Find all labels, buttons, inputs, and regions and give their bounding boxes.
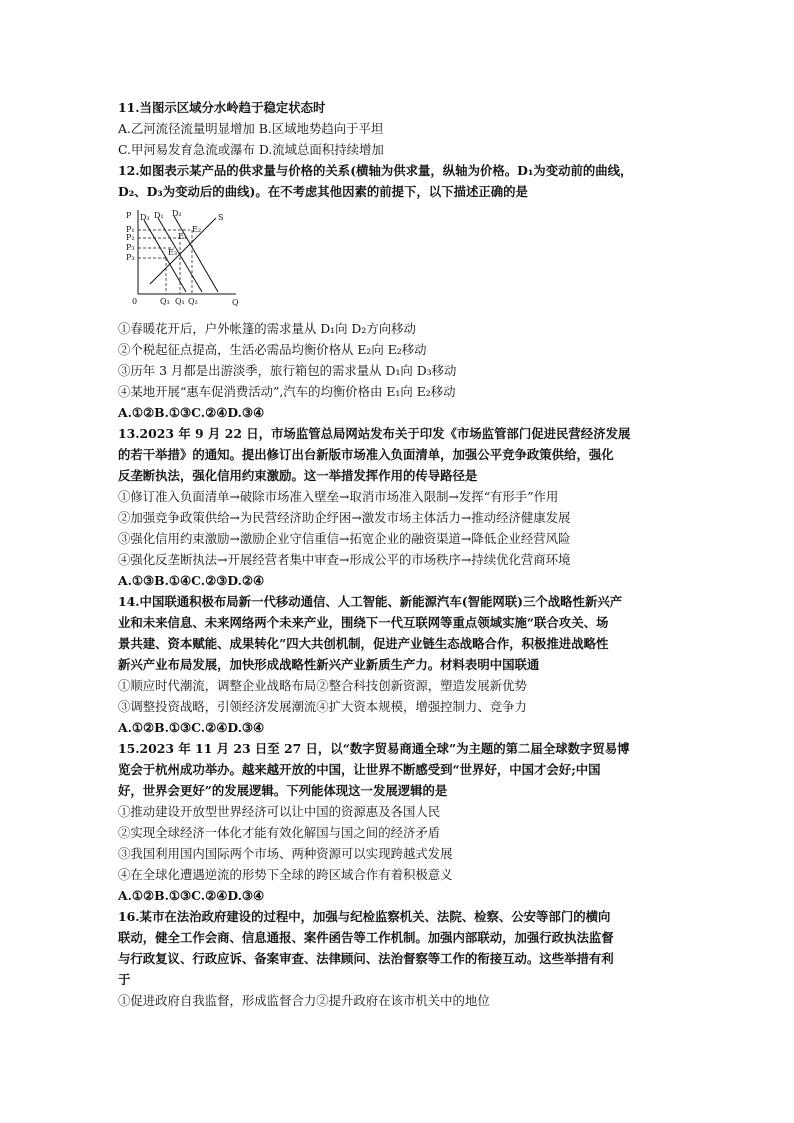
text-line: 反垄断执法，强化信用约束激励。这一举措发挥作用的传导路径是	[118, 468, 478, 483]
e3-label: E₃	[168, 248, 178, 257]
e2-label: E₂	[192, 225, 202, 234]
d2-label: D₂	[172, 209, 182, 218]
p1-label: P₁	[126, 225, 135, 234]
text-line: A.①②B.①③C.②④D.③④	[118, 720, 265, 735]
text-line: 景共建、资本赋能、成果转化”四大共创机制，促进产业链生态战略合作，积极推进战略性	[118, 636, 609, 651]
text-line: ①顺应时代潮流，调整企业战略布局②整合科技创新资源，塑造发展新优势	[118, 678, 527, 693]
text-line: 业和未来信息、未来网络两个未来产业，围绕下一代互联网等重点领域实施“联合攻关、场	[118, 615, 609, 630]
text-line: D₂、D₃为变动后的曲线)。在不考虑其他因素的前提下，以下描述正确的是	[118, 184, 528, 199]
text-line: ④某地开展“惠车促消费活动”,汽车的均衡价格由 E₁向 E₂移动	[118, 384, 456, 399]
q2-label: Q₂	[188, 297, 198, 306]
origin-label: 0	[132, 297, 138, 306]
text-line: ②个税起征点提高，生活必需品均衡价格从 E₂向 E₂移动	[118, 342, 427, 357]
text-line: ②实现全球经济一体化才能有效化解国与国之间的经济矛盾	[118, 825, 441, 840]
text-line: A.乙河流径流量明显增加 B.区域地势趋向于平坦	[118, 121, 384, 136]
e1-label: E₁	[178, 232, 188, 241]
axis-q-label: Q	[232, 298, 239, 307]
text-line: 联动，健全工作会商、信息通报、案件函告等工作机制。加强内部联动，加强行政执法监督	[118, 930, 614, 945]
text-line: 15.2023 年 11 月 23 日至 27 日，以“数字贸易商通全球”为主题的第二届全球数字贸易博	[118, 741, 630, 756]
text-line: 新兴产业布局发展，加快形成战略性新兴产业新质生产力。材料表明中国联通	[118, 657, 540, 672]
axis-p-label: P	[126, 211, 132, 220]
supply-demand-figure	[124, 208, 254, 308]
text-line: ①春暖花开后，户外帐篷的需求量从 D₁向 D₂方向移动	[118, 321, 416, 336]
text-line: 好，世界会更好”的发展逻辑。下列能体现这一发展逻辑的是	[118, 783, 448, 798]
s-label: S	[218, 213, 224, 222]
text-line: 与行政复议、行政应诉、备案审查、法律顾问、法治督察等工作的衔接互动。这些举措有利	[118, 951, 614, 966]
text-line: ①修订准入负面清单→破除市场准入壁垒→取消市场准入限制→发挥“有形手”作用	[118, 489, 559, 504]
text-line: 12.如图表示某产品的供求量与价格的关系(横轴为供求量，纵轴为价格。D₁为变动前的曲线，	[118, 163, 633, 178]
p4-label: P₃	[126, 253, 135, 262]
text-line: ①促进政府自我监督，形成监督合力②提升政府在该市机关中的地位	[118, 993, 490, 1008]
text-line: ③我国利用国内国际两个市场、两种资源可以实现跨越式发展	[118, 846, 453, 861]
text-line: 16.某市在法治政府建设的过程中，加强与纪检监察机关、法院、检察、公安等部门的横向	[118, 909, 611, 924]
text-line: ②加强竞争政策供给→为民营经济助企纾困→激发市场主体活力→推动经济健康发展	[118, 510, 571, 525]
question-block-bottom	[118, 318, 678, 1011]
text-line: A.①②B.①③C.②④D.③④	[118, 888, 265, 903]
supply-demand-graph	[124, 208, 254, 308]
text-line: 览会于杭州成功举办。越来越开放的中国，让世界不断感受到“世界好，中国才会好;中国	[118, 762, 601, 777]
text-line: 13.2023 年 9 月 22 日，市场监管总局网站发布关于印发《市场监管部门促进民营经济发展	[118, 426, 631, 441]
text-line: 11.当图示区域分水岭趋于稳定状态时	[118, 100, 326, 115]
p2-label: P₂	[126, 233, 135, 242]
text-line: A.①③B.①④C.②③D.②④	[118, 573, 265, 588]
supply-curve-s	[150, 218, 216, 284]
q3-label: Q₃	[160, 297, 170, 306]
demand-curve-d3	[144, 220, 186, 292]
text-line: C.甲河易发育急流或瀑布 D.流域总面积持续增加	[118, 142, 384, 157]
text-line: ③历年 3 月都是出游淡季，旅行箱包的需求量从 D₁向 D₃移动	[118, 363, 457, 378]
text-line: ④在全球化遭遇逆流的形势下全球的跨区域合作有着积极意义	[118, 867, 453, 882]
p3-label: P₃	[126, 243, 135, 252]
text-line: 的若干举措》的通知。提出修订出台新版市场准入负面清单，加强公平竞争政策供给，强化	[118, 447, 614, 462]
text-line: A.①②B.①③C.②④D.③④	[118, 405, 265, 420]
text-line: 14.中国联通积极布局新一代移动通信、人工智能、新能源汽车(智能网联)三个战略性新兴产	[118, 594, 623, 609]
q1-label: Q₁	[175, 297, 185, 306]
d3-label: D₃	[140, 213, 150, 222]
text-line: ③调整投资战略，引领经济发展潮流④扩大资本规模，增强控制力、竞争力	[118, 699, 527, 714]
exam-page	[118, 97, 678, 1011]
text-line: ③强化信用约束激励→激励企业守信重信→拓宽企业的融资渠道→降低企业经营风险	[118, 531, 571, 546]
text-line: ①推动建设开放型世界经济可以让中国的资源惠及各国人民	[118, 804, 441, 819]
question-block-top	[118, 97, 678, 202]
text-line: 于	[118, 972, 131, 987]
d1-label: D₁	[154, 211, 164, 220]
text-line: ④强化反垄断执法→开展经营者集中审查→形成公平的市场秩序→持续优化营商环境	[118, 552, 571, 567]
